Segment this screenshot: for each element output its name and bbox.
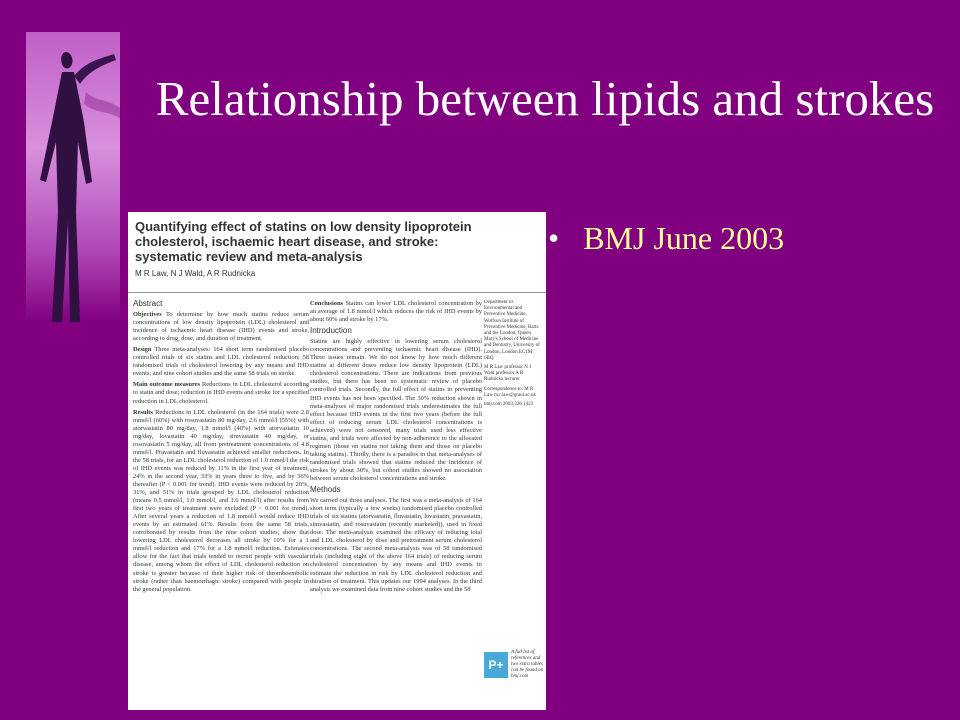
abstract-heading: Abstract [133, 300, 163, 308]
extra-content-note: A full list of references and two extra tables can be found on bmj.com [511, 650, 544, 679]
paper-column-affiliation [484, 300, 542, 480]
design-text: Three meta-analyses: 164 short term randomised placebo controlled trials of six statins and LDL cholesterol reduction; 58 randomised trials of cholesterol lowering by any means and IHD events; and nine cohort studies and the same 58 trials on stroke. [133, 346, 309, 378]
intro-heading: Introduction [310, 326, 352, 336]
paper-column-intro [310, 300, 482, 706]
conclusions-text: Statins can lower LDL cholesterol concentration by an average of 1.8 mmol/l which reduces the risk of IHD events by about 60% and stroke by 17%. [310, 300, 482, 324]
paper-column-abstract [133, 300, 309, 706]
slide-title: Relationship between lipids and strokes [155, 71, 935, 126]
results-text: Reductions in LDL cholesterol (in the 164 trials) were 2.8 mmol/l (60%) with rosuvastatin 80 mg/day, 2.6 mmol/l (55%) with atorvastatin 80 mg/day, 1.8 mmol/l (40%) with atorvastatin 10 mg/day, lovastatin 40 mg/day, simvastatin 40 mg/day, or rosuvastatin 5 mg/day, all from pretreatment concentrations of 4.8 mmol/l. Pravastatin and fluvastatin achieved smaller reductions. In the 58 trials, for an LDL cholesterol reduction of 1.0 mmol/l the risk of IHD events was reduced by 11% in the first year of treatment, 24% in the second year, 33% in years three to five, and by 36% thereafter (P < 0.001 for trend). IHD events were reduced by 20%, 31%, and 51% in trials grouped by LDL cholesterol reduction (means 0.5 mmol/l, 1.0 mmol/l, and 1.6 mmol/l) after results from first two years of treatment were excluded (P < 0.001 for trend). After several years a reduction of 1.8 mmol/l would reduce IHD events by an estimated 61%. Results from the same 58 trials, corroborated by results from the nine cohort studies, show that lowering LDL cholesterol decreases all stroke by 10% for a 1 mmol/l reduction and 17% for a 1.8 mmol/l reduction. Estimates allow for the fact that trials tended to recruit people with vascular disease, among whom the effect of LDL cholesterol reduction on stroke is greater because of their higher risk of thromboembolic stroke (rather than haemorrhagic stroke) compared with people in the general population. [133, 408, 309, 593]
measures-text: Reductions in LDL cholesterol according to statin and dose; reduction in IHD events and stroke for a specified reduction in LDL cholesterol. [133, 381, 309, 405]
citation-text: bmj.com 2003;326:1423 [484, 402, 534, 408]
objectives-label: Objectives [133, 311, 162, 319]
bullet-item [548, 220, 784, 257]
conclusions-label: Conclusions [310, 300, 344, 307]
bullet-text: BMJ June 2003 [583, 220, 785, 256]
paper-authors: M R Law, N J Wald, A R Rudnicka [135, 269, 256, 278]
extra-content-badge: P+ [484, 652, 508, 678]
correspondence-text: Correspondence to: M R Law m.r.law@qmul.ac.uk [484, 386, 536, 398]
methods-text: We carried out three analyses. The first was a meta-analysis of 164 short term (typically a few weeks) randomised placebo controlled trials of six statins (atorvastatin, fluvastatin, lovastatin, pravastatin, simvastatin, and rosuvastatin (recently marketed)), used in fixed dose. The meta-analysis examined the efficacy of reducing total and LDL cholesterol by dose and pretreatment serum cholesterol concentrations. The second meta-analysis was of 58 randomised trials (including eight of the above 164 trials) of reducing serum cholesterol concentration by any means and IHD events to estimate the reduction in risk by LDL cholesterol reduction and duration of treatment. This updates our 1994 analyses. In the third analysis we examined data from nine cohort studies and the 58 [310, 497, 482, 593]
divider [128, 292, 546, 293]
methods-heading: Methods [310, 485, 341, 495]
paper-title: Quantifying effect of statins on low density lipoprotein cholesterol, ischaemic heart disease, and stroke: systematic review and meta-analysis [135, 219, 472, 264]
affiliation-text: Department of Environmental and Preventive Medicine, Wolfson Institute of Preventive Medicine, Barts and the London, Queen Mary's School of Medicine and Dentistry, University of London, London EC1M 6BQ [484, 300, 540, 361]
objectives-text: To determine by how much statins reduce serum concentrations of low density lipoprotein (LDL) cholesterol and incidence of ischaemic heart disease (IHD) events and stroke, according to drug, dose, and duration of treatment. [133, 311, 309, 343]
decorative-figure-image [26, 32, 120, 322]
design-label: Design [133, 346, 152, 354]
intro-text: Statins are highly effective in lowering serum cholesterol concentrations and preventing ischaemic heart disease (IHD). Three issues remain. We do not know by how much different statins at different doses reduce low density lipoprotein (LDL) cholesterol concentrations. There are indications from previous studies, but there has been no systematic review of placebo controlled trials. Secondly, the full effect of statins in preventing IHD events has not been specified. The 30% reduction shown in meta-analyses of major randomised trials underestimates the full effect because IHD events in the first two years (before the full effect of reducing serum LDL cholesterol concentrations is achieved) were not censored, many trials used less effective statins, and trials were affected by non-adherence to the allocated regimen (those on statins not taking them and those on placebo taking statins). Thirdly, there is a paradox in that meta-analyses of randomised trials showed that statins reduced the incidence of strokes by about 30%, but cohort studies showed no association between serum cholesterol concentrations and stroke. [310, 338, 482, 482]
measures-label: Main outcome measures [133, 381, 200, 389]
paper-excerpt-image [128, 212, 546, 710]
author-roles: M R Law professor N J Wald professor A R Rudnicka lecturer [484, 365, 532, 383]
results-label: Results [133, 408, 153, 416]
bullet-marker: • [548, 220, 560, 256]
